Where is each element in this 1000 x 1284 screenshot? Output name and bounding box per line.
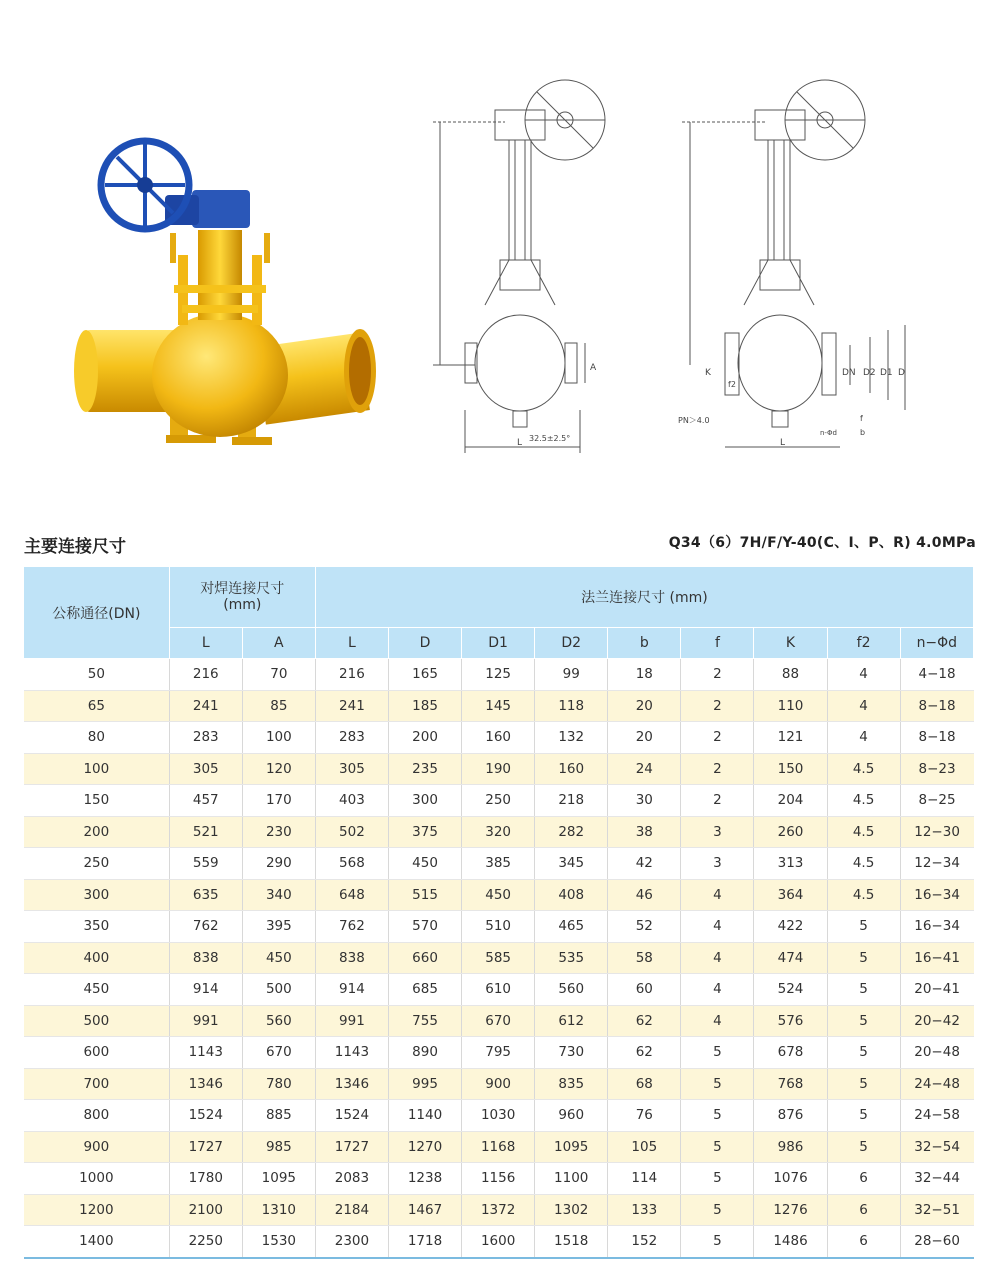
table-cell: 160 (462, 722, 535, 754)
sub-header-cell: K (754, 628, 827, 659)
table-row (24, 879, 974, 911)
table-cell: 216 (315, 659, 388, 691)
table-row (24, 816, 974, 848)
header-flange: 法兰连接尺寸 (mm) (315, 567, 973, 628)
table-cell: 515 (388, 879, 461, 911)
table-cell: 1524 (169, 1100, 242, 1132)
table-cell: 5 (827, 1131, 900, 1163)
table-cell: 2184 (315, 1194, 388, 1226)
table-cell: 535 (535, 942, 608, 974)
table-cell: 132 (535, 722, 608, 754)
table-cell: 241 (315, 690, 388, 722)
table-cell: 16−34 (900, 911, 973, 943)
table-cell: 995 (388, 1068, 461, 1100)
table-cell: 403 (315, 785, 388, 817)
table-cell: 99 (535, 659, 608, 691)
table-cell: 250 (462, 785, 535, 817)
table-cell: 58 (608, 942, 681, 974)
table-cell: 2100 (169, 1194, 242, 1226)
table-cell: 62 (608, 1005, 681, 1037)
table-cell: 1467 (388, 1194, 461, 1226)
drawing-label-angle: 32.5±2.5° (529, 434, 571, 443)
table-cell: 560 (535, 974, 608, 1006)
table-cell: 1168 (462, 1131, 535, 1163)
table-cell: 4 (827, 659, 900, 691)
table-cell: 5 (827, 911, 900, 943)
table-row (24, 848, 974, 880)
table-cell: 5 (827, 1100, 900, 1132)
table-cell: 364 (754, 879, 827, 911)
dn-cell: 250 (24, 848, 169, 880)
table-cell: 660 (388, 942, 461, 974)
table-cell: 6 (827, 1163, 900, 1195)
table-cell: 3 (681, 848, 754, 880)
table-cell: 5 (827, 1005, 900, 1037)
table-cell: 1780 (169, 1163, 242, 1195)
header-weld: 对焊连接尺寸 (mm) (169, 567, 315, 628)
table-cell: 32−54 (900, 1131, 973, 1163)
table-cell: 610 (462, 974, 535, 1006)
table-cell: 1727 (315, 1131, 388, 1163)
table-row (24, 911, 974, 943)
table-row (24, 1005, 974, 1037)
table-cell: 24−48 (900, 1068, 973, 1100)
table-cell: 991 (315, 1005, 388, 1037)
table-cell: 1372 (462, 1194, 535, 1226)
table-cell: 5 (827, 974, 900, 1006)
table-cell: 2 (681, 785, 754, 817)
table-cell: 4.5 (827, 879, 900, 911)
table-cell: 133 (608, 1194, 681, 1226)
table-cell: 8−25 (900, 785, 973, 817)
table-cell: 241 (169, 690, 242, 722)
table-cell: 4 (681, 974, 754, 1006)
table-cell: 120 (242, 753, 315, 785)
table-cell: 678 (754, 1037, 827, 1069)
table-cell: 1156 (462, 1163, 535, 1195)
table-cell: 4 (827, 690, 900, 722)
table-cell: 755 (388, 1005, 461, 1037)
dimensions-table (24, 567, 974, 1259)
table-cell: 1302 (535, 1194, 608, 1226)
table-cell: 4 (681, 1005, 754, 1037)
table-cell: 1140 (388, 1100, 461, 1132)
figure-row (0, 0, 1000, 500)
table-cell: 914 (169, 974, 242, 1006)
table-cell: 88 (754, 659, 827, 691)
table-cell: 62 (608, 1037, 681, 1069)
table-cell: 5 (681, 1068, 754, 1100)
table-cell: 521 (169, 816, 242, 848)
drawing-label-k: K (705, 368, 711, 378)
drawing-label-pn: PN＞4.0 (678, 416, 710, 425)
table-cell: 4−18 (900, 659, 973, 691)
table-cell: 24−58 (900, 1100, 973, 1132)
table-cell: 1718 (388, 1226, 461, 1258)
table-cell: 838 (169, 942, 242, 974)
table-cell: 457 (169, 785, 242, 817)
table-cell: 70 (242, 659, 315, 691)
dn-cell: 450 (24, 974, 169, 1006)
table-cell: 290 (242, 848, 315, 880)
table-cell: 345 (535, 848, 608, 880)
sub-header-cell: A (242, 628, 315, 659)
table-cell: 5 (827, 1068, 900, 1100)
drawing-label-f2: f2 (728, 380, 736, 389)
table-cell: 670 (242, 1037, 315, 1069)
table-cell: 1276 (754, 1194, 827, 1226)
table-cell: 612 (535, 1005, 608, 1037)
table-cell: 5 (681, 1100, 754, 1132)
table-cell: 68 (608, 1068, 681, 1100)
sub-header-cell: f (681, 628, 754, 659)
table-cell: 2 (681, 690, 754, 722)
dn-cell: 900 (24, 1131, 169, 1163)
table-cell: 8−18 (900, 722, 973, 754)
table-cell: 12−30 (900, 816, 973, 848)
dn-cell: 500 (24, 1005, 169, 1037)
table-cell: 576 (754, 1005, 827, 1037)
drawing-label-f: f (860, 414, 863, 423)
table-cell: 1143 (169, 1037, 242, 1069)
table-cell: 32−44 (900, 1163, 973, 1195)
table-cell: 780 (242, 1068, 315, 1100)
table-cell: 474 (754, 942, 827, 974)
table-cell: 145 (462, 690, 535, 722)
table-cell: 838 (315, 942, 388, 974)
table-cell: 2 (681, 722, 754, 754)
table-cell: 4.5 (827, 785, 900, 817)
table-cell: 218 (535, 785, 608, 817)
dn-cell: 150 (24, 785, 169, 817)
table-cell: 16−41 (900, 942, 973, 974)
table-cell: 570 (388, 911, 461, 943)
table-cell: 670 (462, 1005, 535, 1037)
table-cell: 991 (169, 1005, 242, 1037)
model-title: Q34（6）7H/F/Y-40(C、I、P、R) 4.0MPa (668, 535, 976, 551)
dn-cell: 600 (24, 1037, 169, 1069)
table-cell: 900 (462, 1068, 535, 1100)
table-cell: 283 (315, 722, 388, 754)
table-cell: 118 (535, 690, 608, 722)
drawing-label-b: b (860, 428, 866, 437)
drawing-label-d2: D2 (863, 368, 876, 378)
table-cell: 2300 (315, 1226, 388, 1258)
sub-header-cell: D2 (535, 628, 608, 659)
table-cell: 320 (462, 816, 535, 848)
table-cell: 408 (535, 879, 608, 911)
table-cell: 375 (388, 816, 461, 848)
table-cell: 235 (388, 753, 461, 785)
section-title: 主要连接尺寸 (24, 537, 126, 557)
table-row (24, 1131, 974, 1163)
table-row (24, 659, 974, 691)
table-cell: 4 (681, 911, 754, 943)
table-cell: 450 (242, 942, 315, 974)
table-cell: 5 (681, 1037, 754, 1069)
table-cell: 5 (681, 1194, 754, 1226)
table-row (24, 753, 974, 785)
table-cell: 6 (827, 1194, 900, 1226)
table-cell: 4.5 (827, 848, 900, 880)
table-cell: 502 (315, 816, 388, 848)
table-cell: 985 (242, 1131, 315, 1163)
table-cell: 560 (242, 1005, 315, 1037)
table-cell: 762 (315, 911, 388, 943)
table-cell: 38 (608, 816, 681, 848)
table-cell: 28−60 (900, 1226, 973, 1258)
table-cell: 170 (242, 785, 315, 817)
table-cell: 152 (608, 1226, 681, 1258)
table-cell: 5 (827, 942, 900, 974)
table-cell: 20 (608, 690, 681, 722)
table-cell: 150 (754, 753, 827, 785)
table-cell: 85 (242, 690, 315, 722)
dn-cell: 700 (24, 1068, 169, 1100)
table-cell: 1486 (754, 1226, 827, 1258)
table-cell: 450 (462, 879, 535, 911)
sub-header-cell: b (608, 628, 681, 659)
table-cell: 3 (681, 816, 754, 848)
table-cell: 340 (242, 879, 315, 911)
table-cell: 4.5 (827, 753, 900, 785)
header-dn: 公称通径(DN) (24, 567, 169, 659)
table-cell: 1100 (535, 1163, 608, 1195)
table-cell: 230 (242, 816, 315, 848)
sub-header-cell: f2 (827, 628, 900, 659)
table-cell: 890 (388, 1037, 461, 1069)
table-cell: 1518 (535, 1226, 608, 1258)
drawing-label-dn: DN (842, 368, 856, 378)
table-cell: 42 (608, 848, 681, 880)
table-cell: 6 (827, 1226, 900, 1258)
table-cell: 216 (169, 659, 242, 691)
table-cell: 12−34 (900, 848, 973, 880)
table-cell: 885 (242, 1100, 315, 1132)
valve-photo (70, 135, 390, 455)
sub-header-cell: L (169, 628, 242, 659)
sub-header-cell: D (388, 628, 461, 659)
table-cell: 1530 (242, 1226, 315, 1258)
table-cell: 762 (169, 911, 242, 943)
table-cell: 20 (608, 722, 681, 754)
table-cell: 1030 (462, 1100, 535, 1132)
table-cell: 648 (315, 879, 388, 911)
table-cell: 585 (462, 942, 535, 974)
table-cell: 165 (388, 659, 461, 691)
table-cell: 8−23 (900, 753, 973, 785)
dn-cell: 1000 (24, 1163, 169, 1195)
table-cell: 450 (388, 848, 461, 880)
table-row (24, 1226, 974, 1258)
table-cell: 114 (608, 1163, 681, 1195)
table-cell: 1076 (754, 1163, 827, 1195)
table-cell: 24 (608, 753, 681, 785)
table-cell: 100 (242, 722, 315, 754)
table-row (24, 690, 974, 722)
table-row (24, 1068, 974, 1100)
sub-header-cell: D1 (462, 628, 535, 659)
table-cell: 20−41 (900, 974, 973, 1006)
weld-end-drawing (425, 75, 625, 460)
table-cell: 1143 (315, 1037, 388, 1069)
table-cell: 422 (754, 911, 827, 943)
table-cell: 559 (169, 848, 242, 880)
table-row (24, 974, 974, 1006)
table-cell: 20−42 (900, 1005, 973, 1037)
table-cell: 524 (754, 974, 827, 1006)
drawing-label-d1: D1 (880, 368, 893, 378)
table-cell: 20−48 (900, 1037, 973, 1069)
dn-cell: 200 (24, 816, 169, 848)
table-body (24, 659, 974, 1258)
table-cell: 5 (681, 1131, 754, 1163)
table-cell: 914 (315, 974, 388, 1006)
table-cell: 510 (462, 911, 535, 943)
table-cell: 4 (681, 942, 754, 974)
table-cell: 200 (388, 722, 461, 754)
table-cell: 282 (535, 816, 608, 848)
dn-cell: 50 (24, 659, 169, 691)
table-cell: 960 (535, 1100, 608, 1132)
table-cell: 835 (535, 1068, 608, 1100)
table-cell: 1600 (462, 1226, 535, 1258)
table-cell: 46 (608, 879, 681, 911)
table-cell: 305 (169, 753, 242, 785)
table-header (24, 567, 974, 659)
dn-cell: 1200 (24, 1194, 169, 1226)
dn-cell: 800 (24, 1100, 169, 1132)
table-cell: 465 (535, 911, 608, 943)
table-cell: 160 (535, 753, 608, 785)
table-cell: 76 (608, 1100, 681, 1132)
table-cell: 2083 (315, 1163, 388, 1195)
table-row (24, 785, 974, 817)
table-cell: 1346 (315, 1068, 388, 1100)
dn-cell: 400 (24, 942, 169, 974)
dn-cell: 1400 (24, 1226, 169, 1258)
table-cell: 768 (754, 1068, 827, 1100)
table-cell: 283 (169, 722, 242, 754)
table-cell: 1270 (388, 1131, 461, 1163)
dn-cell: 65 (24, 690, 169, 722)
drawing-label-l: L (517, 438, 523, 448)
table-cell: 1727 (169, 1131, 242, 1163)
table-cell: 2250 (169, 1226, 242, 1258)
table-cell: 18 (608, 659, 681, 691)
table-cell: 4 (681, 879, 754, 911)
table-cell: 8−18 (900, 690, 973, 722)
dn-cell: 350 (24, 911, 169, 943)
table-cell: 30 (608, 785, 681, 817)
table-cell: 2 (681, 753, 754, 785)
table-cell: 1524 (315, 1100, 388, 1132)
table-cell: 60 (608, 974, 681, 1006)
table-row (24, 1037, 974, 1069)
table-cell: 795 (462, 1037, 535, 1069)
table-cell: 1346 (169, 1068, 242, 1100)
table-cell: 876 (754, 1100, 827, 1132)
drawing-label-a: A (590, 363, 597, 373)
flanged-drawing (670, 75, 920, 460)
dn-cell: 100 (24, 753, 169, 785)
drawing-label-nphid: n-Φd (820, 429, 837, 437)
table-cell: 52 (608, 911, 681, 943)
table-cell: 4 (827, 722, 900, 754)
table-cell: 395 (242, 911, 315, 943)
table-cell: 105 (608, 1131, 681, 1163)
table-cell: 110 (754, 690, 827, 722)
table-cell: 1095 (242, 1163, 315, 1195)
table-row (24, 722, 974, 754)
table-cell: 2 (681, 659, 754, 691)
table-cell: 730 (535, 1037, 608, 1069)
table-cell: 313 (754, 848, 827, 880)
table-cell: 4.5 (827, 816, 900, 848)
table-cell: 204 (754, 785, 827, 817)
dn-cell: 80 (24, 722, 169, 754)
drawing-label-l2: L (780, 438, 786, 448)
dn-cell: 300 (24, 879, 169, 911)
table-cell: 190 (462, 753, 535, 785)
table-cell: 300 (388, 785, 461, 817)
table-cell: 500 (242, 974, 315, 1006)
table-cell: 260 (754, 816, 827, 848)
table-cell: 986 (754, 1131, 827, 1163)
table-cell: 1095 (535, 1131, 608, 1163)
table-cell: 121 (754, 722, 827, 754)
table-cell: 185 (388, 690, 461, 722)
table-cell: 305 (315, 753, 388, 785)
table-cell: 16−34 (900, 879, 973, 911)
table-row (24, 942, 974, 974)
table-cell: 568 (315, 848, 388, 880)
table-cell: 32−51 (900, 1194, 973, 1226)
sub-header-cell: L (315, 628, 388, 659)
sub-header-cell: n−Φd (900, 628, 973, 659)
table-cell: 5 (827, 1037, 900, 1069)
table-row (24, 1163, 974, 1195)
table-cell: 685 (388, 974, 461, 1006)
table-cell: 1310 (242, 1194, 315, 1226)
table-cell: 5 (681, 1163, 754, 1195)
table-row (24, 1194, 974, 1226)
table-cell: 125 (462, 659, 535, 691)
table-row (24, 1100, 974, 1132)
table-cell: 385 (462, 848, 535, 880)
drawing-label-d: D (898, 368, 905, 378)
table-cell: 635 (169, 879, 242, 911)
table-cell: 1238 (388, 1163, 461, 1195)
table-cell: 5 (681, 1226, 754, 1258)
